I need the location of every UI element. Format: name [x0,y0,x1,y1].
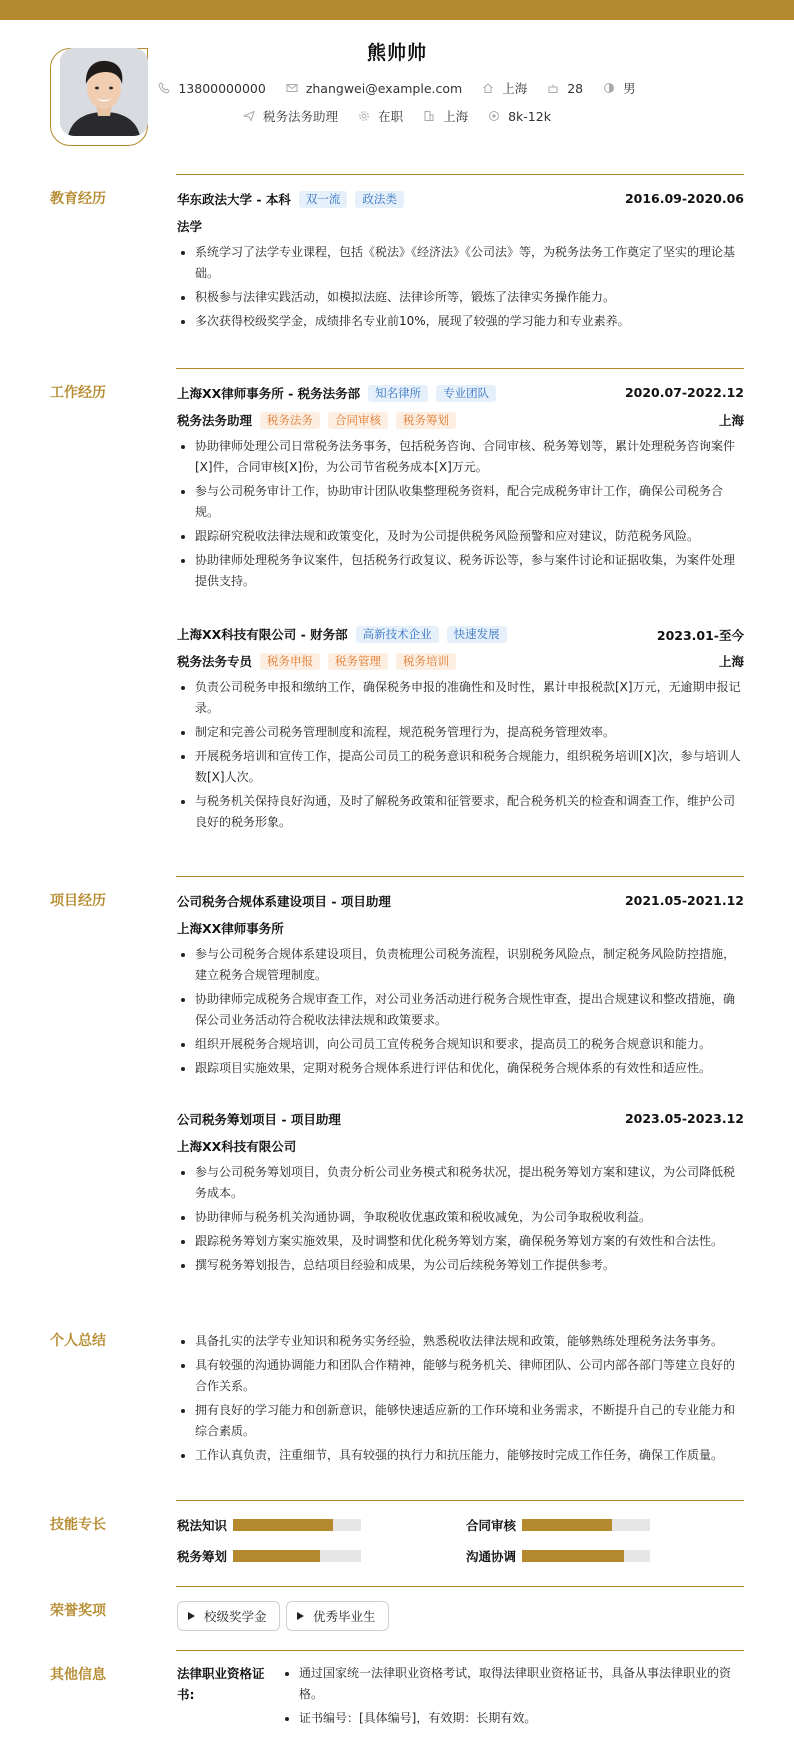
section-divider [176,368,744,369]
major-text: 法学 [177,219,203,234]
skill-name: 沟通协调 [466,1549,517,1564]
award-label: 校级奖学金 [204,1609,267,1624]
job-position-row [177,411,744,429]
building-icon [423,110,435,122]
section-divider [176,174,744,175]
job-info [243,107,338,125]
target-city-info [423,107,468,125]
list-item: 开展税务培训和宣传工作，提高公司员工的税务意识和税务合规能力，组织税务培训[X]次，参与培训人数[X]人次。 [177,746,744,788]
list-item: 通过国家统一法律职业资格考试，取得法律职业资格证书，具备从事法律职业的资格。 [281,1663,744,1705]
candidate-name: 熊帅帅 [366,42,427,64]
school-tag: 双一流 [299,191,348,208]
list-item: 制定和完善公司税务管理制度和流程，规范税务管理行为，提高税务管理效率。 [177,722,744,743]
award-label: 优秀毕业生 [313,1609,376,1624]
list-item: 跟踪税务筹划方案实施效果，及时调整和优化税务筹划方案，确保税务筹划方案的有效性和合法性。 [177,1231,744,1252]
list-item: 具有较强的沟通协调能力和团队合作精神，能够与税务机关、律师团队、公司内部各部门等建立良好的合作关系。 [177,1355,744,1397]
age-text: 28 [567,80,584,96]
list-item: 参与公司税务筹划项目，负责分析公司业务模式和税务状况，提出税务筹划方案和建议，为公司降低税务成本。 [177,1162,744,1204]
position-name: 税务法务助理 [177,413,253,428]
age-info [547,81,583,96]
list-item: 积极参与法律实践活动，如模拟法庭、法律诊所等，锻炼了法律实务操作能力。 [177,287,744,308]
target-city-text: 上海 [443,109,469,124]
project-date: 2023.05-2023.12 [624,1111,744,1126]
list-item: 工作认真负责，注重细节，具有较强的执行力和抗压能力，能够按时完成工作任务，确保工作质量。 [177,1445,744,1466]
project-name: 公司税务筹划项目 - 项目助理 [177,1112,341,1127]
award-chip [177,1601,280,1631]
company-tag: 知名律所 [368,385,428,402]
job-text: 税务法务助理 [263,109,339,124]
skill-bar [522,1550,650,1562]
education-bullets [177,242,744,332]
section-title: 个人总结 [50,1333,106,1349]
contact-row [0,79,794,97]
play-icon [188,1612,195,1620]
section-title: 荣誉奖项 [50,1603,106,1619]
work-job-1 [177,383,744,595]
school-tag: 政法类 [355,191,404,208]
project-date: 2021.05-2021.12 [624,893,744,908]
section-divider [176,1650,744,1651]
gender-text: 男 [623,81,636,96]
position-name: 税务法务专员 [177,654,253,669]
gender-info [603,79,636,97]
job-header [177,624,744,644]
skill-bar-fill [233,1550,320,1562]
project-org: 上海XX科技有限公司 [177,1139,297,1154]
work-job-2 [177,624,744,836]
job-location: 上海 [718,413,744,428]
list-item: 拥有良好的学习能力和创新意识，能够快速适应新的工作环境和业务需求，不断提升自己的专业能力和综合素质。 [177,1400,744,1442]
job-date: 2020.07-2022.12 [624,385,744,400]
school-name: 华东政法大学 - 本科 [177,192,291,207]
project-2 [177,1109,744,1279]
section-divider [176,1500,744,1501]
company-name: 上海XX科技有限公司 - 财务部 [177,627,348,642]
summary-content [177,1324,744,1469]
mail-icon [286,82,298,94]
city-text: 上海 [502,81,528,96]
skill-tag: 税务申报 [260,653,320,670]
phone-text: 13800000000 [178,80,266,96]
skill-tag: 税务培训 [396,653,456,670]
award-chip [286,1601,389,1631]
summary-bullets [177,1331,744,1466]
education-header [177,189,744,209]
list-item: 跟踪项目实施效果，定期对税务合规体系进行评估和优化，确保税务合规体系的有效性和适应性。 [177,1058,744,1079]
salary-info [488,109,551,124]
coin-icon [488,110,500,122]
education-date: 2016.09-2020.06 [624,191,744,206]
email-info [286,81,462,96]
status-info [358,107,403,125]
section-title: 其他信息 [50,1667,106,1683]
project-bullets [177,1162,744,1276]
job-header [177,383,744,403]
company-tag: 快速发展 [447,626,507,643]
section-title: 工作经历 [50,385,106,401]
section-title: 教育经历 [50,191,106,207]
company-tag: 专业团队 [436,385,496,402]
list-item: 协助律师与税务机关沟通协调，争取税收优惠政策和税收减免，为公司争取税收利益。 [177,1207,744,1228]
skill-name: 税务筹划 [177,1549,228,1564]
salary-text: 8k-12k [508,108,551,124]
list-item: 协助律师处理税务争议案件，包括税务行政复议、税务诉讼等，参与案件讨论和证据收集，为案件处理提供支持。 [177,550,744,592]
project-org-row [177,919,744,937]
project-org: 上海XX律师事务所 [177,921,284,936]
skill-bar-fill [522,1550,624,1562]
skill-bar [522,1519,650,1531]
education-content [177,189,744,335]
job-location: 上海 [718,654,744,669]
skill-tag: 税务管理 [328,653,388,670]
certificate-row [177,1663,744,1732]
phone-info [158,81,265,96]
home-icon [482,82,494,94]
skill-tag: 合同审核 [328,412,388,429]
project-org-row [177,1137,744,1155]
certificate-label: 法律职业资格证书: [177,1666,265,1702]
skill-item [466,1547,650,1565]
job-position-row [177,652,744,670]
play-icon [297,1612,304,1620]
certificate-bullets [281,1663,744,1732]
section-divider [176,876,744,877]
list-item: 组织开展税务合规培训，向公司员工宣传税务合规知识和要求，提高员工的税务合规意识和能力。 [177,1034,744,1055]
other-content [177,1663,744,1732]
project-header [177,1109,744,1129]
list-item: 参与公司税务审计工作，协助审计团队收集整理税务资料，配合完成税务审计工作，确保公司税务合规。 [177,481,744,523]
project-bullets [177,944,744,1079]
list-item: 撰写税务筹划报告，总结项目经验和成果，为公司后续税务筹划工作提供参考。 [177,1255,744,1276]
job-bullets [177,436,744,592]
email-text: zhangwei@example.com [305,80,463,96]
list-item: 协助律师完成税务合规审查工作，对公司业务活动进行税务合规性审查，提出合规建议和整改措施，确保公司业务活动符合税收法律法规和政策要求。 [177,989,744,1031]
send-icon [243,110,255,122]
list-item: 参与公司税务合规体系建设项目，负责梳理公司税务流程，识别税务风险点，制定税务风险防控措施，建立税务合规管理制度。 [177,944,744,986]
list-item: 系统学习了法学专业课程，包括《税法》《经济法》《公司法》等，为税务法务工作奠定了坚实的理论基础。 [177,242,744,284]
section-title: 技能专长 [50,1517,106,1533]
skill-bar [233,1550,361,1562]
skill-item [466,1516,650,1534]
top-accent-bar [0,0,794,20]
phone-icon [158,82,170,94]
gender-icon [603,82,615,94]
list-item: 具备扎实的法学专业知识和税务实务经验，熟悉税收法律法规和政策，能够熟练处理税务法务事务。 [177,1331,744,1352]
list-item: 多次获得校级奖学金，成绩排名专业前10%，展现了较强的学习能力和专业素养。 [177,311,744,332]
cake-icon [547,82,559,94]
job-bullets [177,677,744,833]
skill-name: 税法知识 [177,1518,228,1533]
list-item: 负责公司税务申报和缴纳工作，确保税务申报的准确性和及时性，累计申报税款[X]万元，无逾期申报记录。 [177,677,744,719]
skill-bar [233,1519,361,1531]
list-item: 与税务机关保持良好沟通，及时了解税务政策和征管要求，配合税务机关的检查和调查工作，维护公司良好的税务形象。 [177,791,744,833]
project-1 [177,891,744,1082]
project-header [177,891,744,911]
skill-item [177,1516,361,1534]
list-item: 跟踪研究税收法律法规和政策变化，及时为公司提供税务风险预警和应对建议，防范税务风险。 [177,526,744,547]
gear-icon [358,110,370,122]
skill-item [177,1547,361,1565]
skill-tag: 税务法务 [260,412,320,429]
skill-tag: 税务筹划 [396,412,456,429]
company-name: 上海XX律师事务所 - 税务法务部 [177,386,361,401]
list-item: 证书编号：[具体编号]，有效期：长期有效。 [281,1708,744,1729]
job-date: 2023.01-至今 [656,628,744,643]
section-divider [176,1586,744,1587]
list-item: 协助律师处理公司日常税务法务事务，包括税务咨询、合同审核、税务筹划等，累计处理税务咨询案件[X]件，合同审核[X]份，为公司节省税务成本[X]万元。 [177,436,744,478]
major-name [177,217,744,235]
company-tag: 高新技术企业 [356,626,439,643]
skill-name: 合同审核 [466,1518,517,1533]
section-title: 项目经历 [50,893,106,909]
job-intent-row [0,107,794,125]
city-info [482,79,527,97]
project-name: 公司税务合规体系建设项目 - 项目助理 [177,894,391,909]
skill-bar-fill [233,1519,333,1531]
skill-bar-fill [522,1519,612,1531]
status-text: 在职 [378,109,404,124]
